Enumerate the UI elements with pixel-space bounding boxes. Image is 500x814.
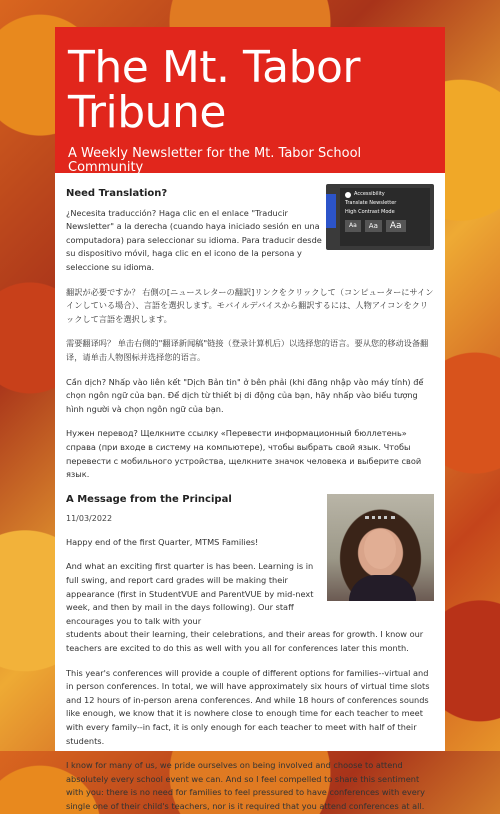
high-contrast-label: High Contrast Mode xyxy=(345,209,395,215)
title-line-2: Tribune xyxy=(68,87,226,138)
principal-paragraph-1: Happy end of the first Quarter, MTMS Families! xyxy=(66,536,259,547)
photo-face xyxy=(364,529,396,569)
accessibility-row xyxy=(345,190,425,199)
newsletter-subtitle: A Weekly Newsletter for the Mt. Tabor School Community xyxy=(68,146,362,175)
text-size-medium: Aa xyxy=(365,220,382,232)
principal-paragraph-3: This year's conferences will provide a couple of different options for families--virtual and in person conferences. In total, we will have approximately six hours of virtual time slots and 12 hours of in-person arena conferences. And while 18 hours of conferences sounds like enough, we know that it is nowhere close to enough time for each teacher to meet with every family--in fact, it is only enough for each teacher to meet with half of their students. xyxy=(66,667,430,746)
translation-russian: Нужен перевод? Щелкните ссылку «Перевести информационный бюллетень» справа (при входе в систему на компьютере), чтобы выбрать свой язык. Чтобы перевести с мобильного устройства, щелкните значок человека и выберите свой язык. xyxy=(66,428,422,480)
principal-date: 11/03/2022 xyxy=(66,514,113,524)
photo-tiara xyxy=(365,516,395,527)
photo-shirt xyxy=(349,575,416,601)
title-line-1: The Mt. Tabor xyxy=(68,42,361,93)
principal-heading: A Message from the Principal xyxy=(66,493,232,505)
principal-photo xyxy=(327,494,434,601)
translation-heading: Need Translation? xyxy=(66,188,168,199)
translation-chinese: 需要翻译吗？ 单击右侧的"翻译新闻稿"链接（登录计算机后）以选择您的语言。要从您的移动设备翻译，请单击人物图标并选择您的语言。 xyxy=(66,338,429,362)
translation-vietnamese: Cần dịch? Nhấp vào liên kết "Dịch Bản tin" ở bên phải (khi đăng nhập vào máy tính) để chọn ngôn ngữ của bạn. Để dịch từ thiết bị di động của bạn, hãy nhấp vào biểu tượng hình người và chọn ngôn ngữ của bạn. xyxy=(66,376,424,414)
principal-paragraph-2a: And what an exciting first quarter is has been. Learning is in full swing, and report card grades will be making their appearance (first in StudentVUE and ParentVUE by mid-next week, and then by mail in the days following). Our staff encourages you to talk with your xyxy=(66,561,314,626)
newsletter-title xyxy=(68,42,433,138)
text-size-large: Aa xyxy=(386,220,406,232)
newsletter-header xyxy=(55,27,445,173)
principal-paragraph-2b: students about their learning, their celebrations, and their areas for growth. I know our teachers are excited to do this as well with you all for conferences later this month. xyxy=(66,629,424,654)
text-size-row xyxy=(345,220,425,232)
translation-spanish: ¿Necesita traducción? Haga clic en el enlace "Traducir Newsletter" a la derecha (cuando haya iniciado sesión en una computadora) para seleccionar su idioma. Para traducir desde su dispositivo móvil, haga clic en el icono de la persona y seleccione su idioma. xyxy=(66,207,322,272)
translation-japanese: 翻訳が必要ですか？ 右側の[ニュースレターの翻訳]リンクをクリックして（コンピューターにサインインしている場合）、言語を選択します。モバイルデバイスから翻訳するには、人物アイコンをクリックして言語を選択します。 xyxy=(66,286,434,324)
accessibility-icon xyxy=(345,192,351,198)
image-blue-bar xyxy=(326,194,336,228)
principal-section xyxy=(66,493,434,629)
accessibility-panel xyxy=(340,188,430,246)
newsletter-card xyxy=(55,27,445,811)
text-size-small: Aa xyxy=(345,220,361,232)
accessibility-label: Accessibility xyxy=(354,191,385,197)
principal-paragraph-4: I know for many of us, we pride ourselves on being involved and choose to attend absolutely every school event we can. And so I feel compelled to share this sentiment with you: there is no need for families to feel pressured to have conferences with every single one of their child's teachers, nor is it required that you attend conferences at all. xyxy=(66,760,425,811)
translation-section xyxy=(66,187,434,275)
newsletter-content xyxy=(55,173,445,814)
accessibility-menu-image xyxy=(326,184,434,250)
translate-newsletter-label: Translate Newsletter xyxy=(345,200,397,206)
